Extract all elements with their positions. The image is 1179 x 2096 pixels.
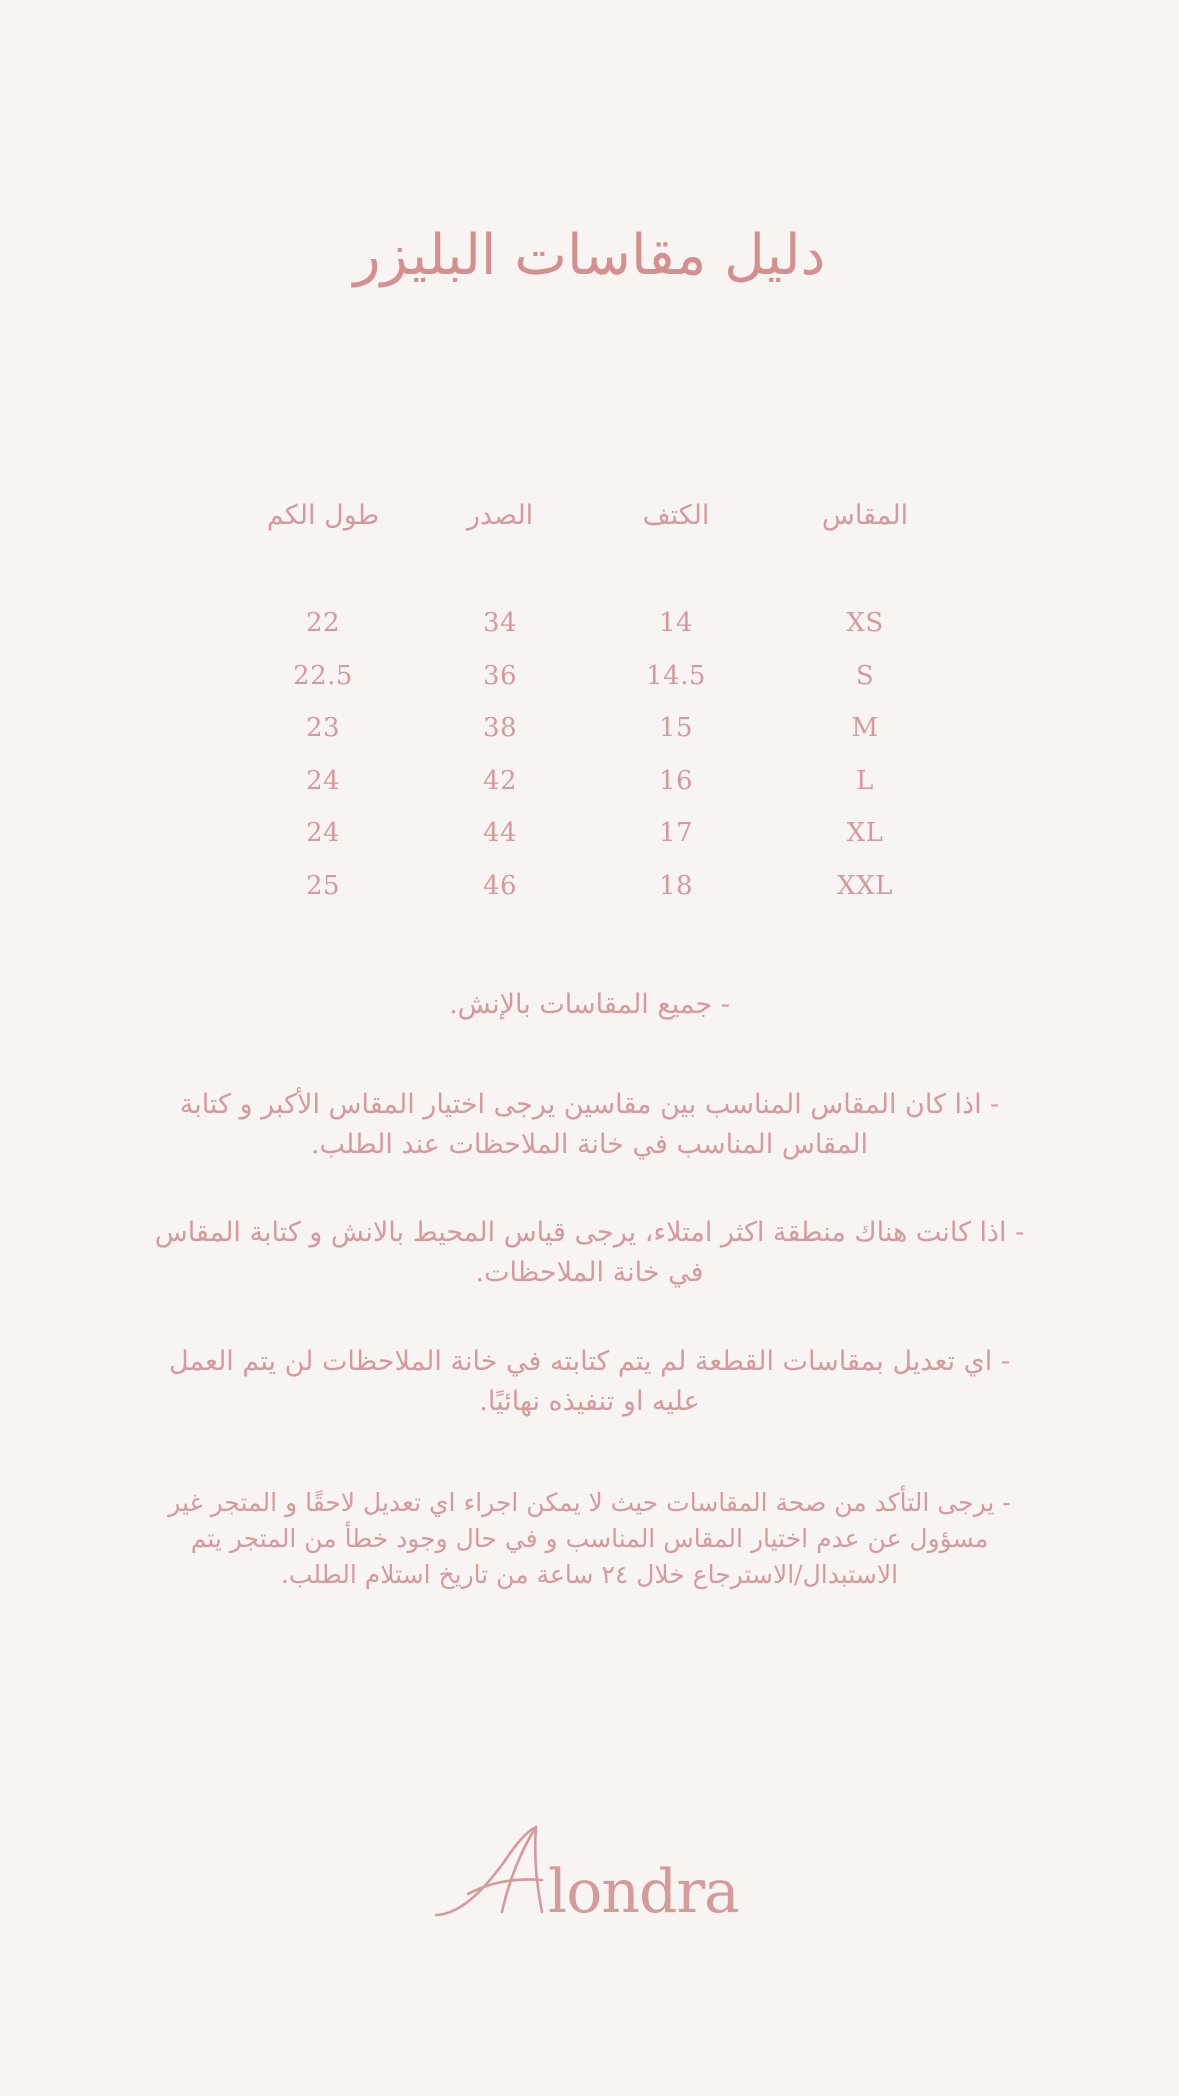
- note-fuller-area: - اذا كانت هناك منطقة اكثر امتلاء، يرجى قياس المحيط بالانش و كتابة المقاس في خانة الملاحظات.: [154, 1217, 1025, 1288]
- note-return-policy: - يرجى التأكد من صحة المقاسات حيث لا يمكن اجراء اي تعديل لاحقًا و المتجر غير مسؤول عن عدم اختيار المقاس المناسب و في حال وجود خطأ من المتجر يتم الاستبدال/الاسترجاع خلال ٢٤ ساعة من تاريخ استلام الطلب.: [168, 1488, 1011, 1589]
- cell-chest: 36: [482, 661, 518, 691]
- cell-shoulder: 18: [658, 871, 694, 901]
- cell-sleeve: 22.5: [293, 661, 353, 691]
- table-row: [0, 608, 1179, 652]
- table-row: [0, 713, 1179, 757]
- cell-size: S: [855, 661, 875, 691]
- cell-chest: 38: [482, 713, 518, 743]
- header-chest: الصدر: [466, 500, 534, 531]
- cell-size: M: [851, 713, 879, 743]
- header-size: المقاس: [821, 500, 909, 531]
- cell-sleeve: 22: [305, 608, 341, 638]
- header-shoulder: الكتف: [642, 500, 710, 531]
- note-between-sizes: - اذا كان المقاس المناسب بين مقاسين يرجى اختيار المقاس الأكبر و كتابة المقاس المناسب في خانة الملاحظات عند الطلب.: [179, 1089, 1000, 1160]
- table-header-row: [0, 500, 1179, 548]
- cell-shoulder: 16: [658, 766, 694, 796]
- table-row: [0, 766, 1179, 810]
- cell-shoulder: 14.5: [646, 661, 706, 691]
- logo-wordmark: londra: [548, 1857, 739, 1922]
- cell-sleeve: 24: [305, 766, 341, 796]
- cell-chest: 44: [482, 818, 518, 848]
- cell-shoulder: 15: [658, 713, 694, 743]
- cell-size: L: [856, 766, 874, 796]
- cell-sleeve: 25: [305, 871, 341, 901]
- page-title: دليل مقاسات البليزر: [353, 223, 826, 288]
- cell-sleeve: 24: [305, 818, 341, 848]
- table-row: [0, 818, 1179, 862]
- cell-chest: 34: [482, 608, 518, 638]
- cell-chest: 42: [482, 766, 518, 796]
- brand-logo: [430, 1822, 750, 1922]
- cell-shoulder: 17: [658, 818, 694, 848]
- cell-size: XXL: [837, 871, 893, 901]
- table-row: [0, 871, 1179, 915]
- header-sleeve-length: طول الكم: [266, 500, 380, 531]
- cell-size: XS: [846, 608, 884, 638]
- note-inches: - جميع المقاسات بالإنش.: [449, 989, 730, 1020]
- cell-shoulder: 14: [658, 608, 694, 638]
- cell-size: XL: [846, 818, 884, 848]
- cell-sleeve: 23: [305, 713, 341, 743]
- table-row: [0, 661, 1179, 705]
- cell-chest: 46: [482, 871, 518, 901]
- note-modifications: - اي تعديل بمقاسات القطعة لم يتم كتابته في خانة الملاحظات لن يتم العمل عليه او تنفيذه نهائيًا.: [169, 1346, 1010, 1417]
